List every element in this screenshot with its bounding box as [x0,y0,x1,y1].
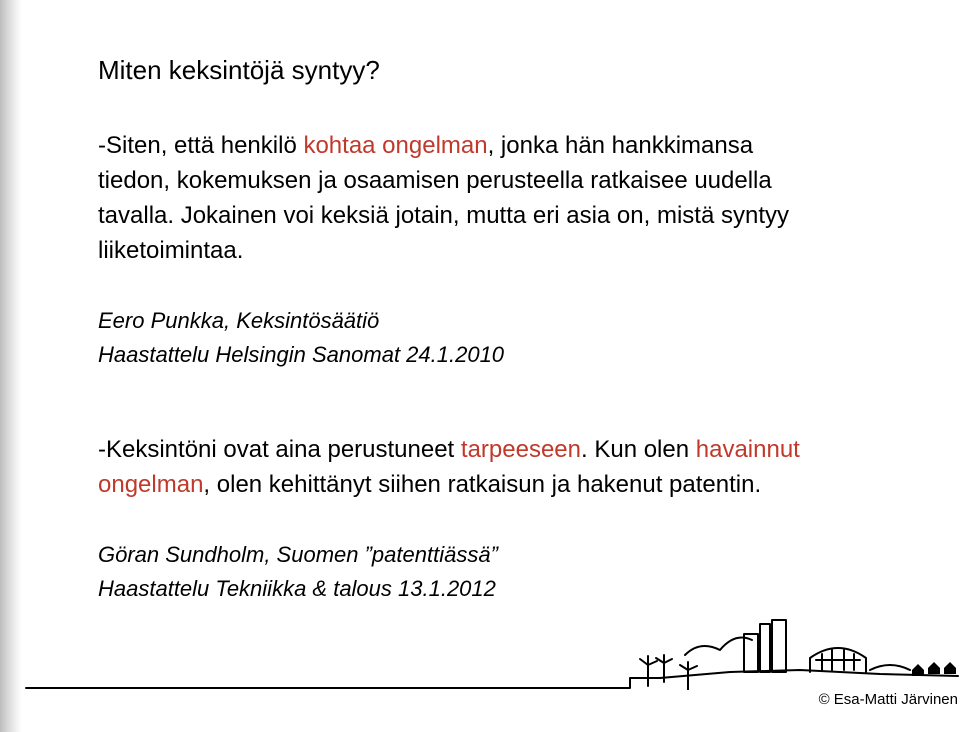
bridge-icon [870,665,910,670]
highlight-kohtaa-ongelman: kohtaa ongelman [303,132,488,159]
hill-outline [685,638,752,655]
highlight-havainnut: havainnut [695,436,800,463]
quote1-line-3: tavalla. Jokainen voi keksiä jotain, mutta eri asia on, mistä syntyy [98,202,789,229]
quote1-text: , jonka hän hankkimansa [487,132,754,159]
wind-turbine-icon [640,656,657,686]
source1-publication: Haastattelu Helsingin Sanomat 24.1.2010 [98,342,505,367]
quote2-line-2 [98,467,800,502]
quote1-line-2: tiedon, kokemuksen ja osaamisen perusteella ratkaisee uudella [98,167,772,194]
source1-author: Eero Punkka, Keksintösäätiö [98,308,380,333]
building-icon [772,620,786,672]
highlight-tarpeeseen: tarpeeseen [460,436,581,463]
quote1-line-4: liiketoimintaa. [98,237,244,264]
source-citation-1 [98,304,504,372]
cityscape-illustration [0,610,960,690]
quote2-text: , olen kehittänyt siihen ratkaisun ja hakenut patentin. [203,471,762,498]
quote1-line-1 [98,128,789,163]
source-citation-2 [98,538,498,606]
source2-author: Göran Sundholm, Suomen ”patenttiässä” [98,542,498,567]
houses-icon [912,662,956,676]
copyright-notice: © Esa-Matti Järvinen [818,691,958,708]
ground-line [26,670,958,688]
source2-publication: Haastattelu Tekniikka & talous 13.1.2012 [98,576,496,601]
highlight-ongelman: ongelman [98,471,204,498]
quote2-text: . Kun olen [581,436,696,463]
quote-paragraph-1 [98,128,789,268]
quote2-text: -Keksintöni ovat aina perustuneet [98,436,461,463]
slide-title: Miten keksintöjä syntyy? [98,55,380,85]
quote1-text: -Siten, että henkilö [98,132,304,159]
building-icon [760,624,770,672]
quote2-line-1 [98,432,800,467]
quote-paragraph-2 [98,432,800,502]
